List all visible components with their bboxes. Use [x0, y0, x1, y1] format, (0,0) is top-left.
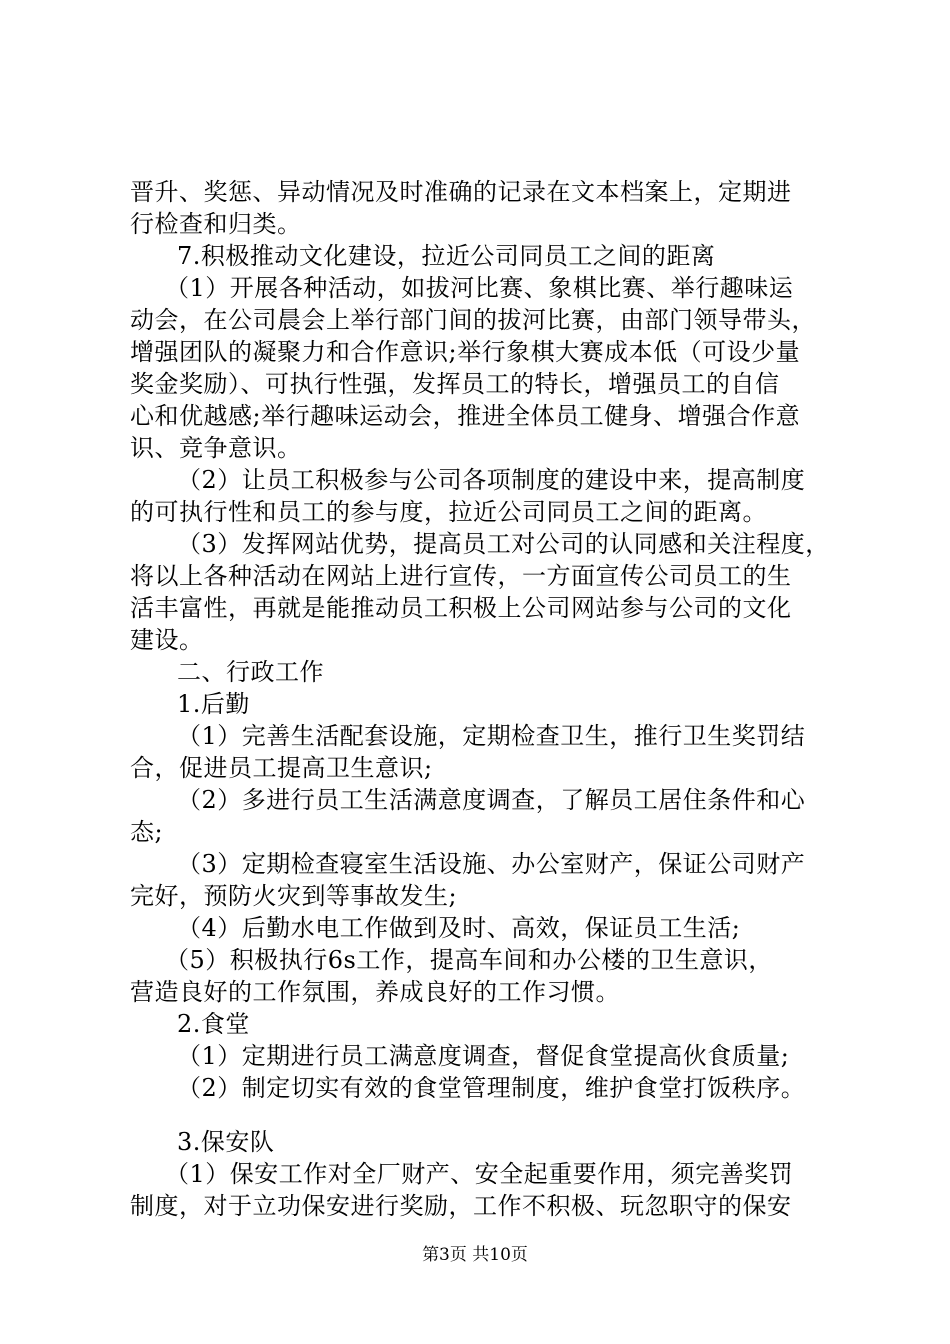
paragraph-line: 制度，对于立功保安进行奖励，工作不积极、玩忽职守的保安 — [130, 1192, 792, 1220]
paragraph-line: （2）制定切实有效的食堂管理制度，维护食堂打饭秩序。 — [177, 1074, 806, 1102]
paragraph-line: 态; — [130, 818, 164, 846]
paragraph-line: （2）多进行员工生活满意度调查，了解员工居住条件和心 — [177, 786, 806, 814]
paragraph-line: 的可执行性和员工的参与度，拉近公司同员工之间的距离。 — [130, 498, 767, 526]
paragraph-line: 奖金奖励）、可执行性强，发挥员工的特长，增强员工的自信 — [130, 370, 780, 398]
paragraph-line: 行检查和归类。 — [130, 210, 302, 238]
subsection-heading: 1.后勤 — [177, 690, 250, 718]
subsection-heading: 2.食堂 — [177, 1010, 250, 1038]
paragraph-line: （4）后勤水电工作做到及时、高效，保证员工生活; — [177, 914, 741, 942]
subsection-heading: 3.保安队 — [177, 1128, 275, 1156]
paragraph-line: （3）定期检查寝室生活设施、办公室财产，保证公司财产 — [177, 850, 806, 878]
paragraph-line: 增强团队的凝聚力和合作意识;举行象棋大赛成本低（可设少量 — [130, 338, 801, 366]
paragraph-line: 活丰富性，再就是能推动员工积极上公司网站参与公司的文化 — [130, 594, 792, 622]
paragraph-line: （1）保安工作对全厂财产、安全起重要作用，须完善奖罚 — [165, 1160, 794, 1188]
page-number-footer: 第3页 共10页 — [422, 1245, 528, 1265]
paragraph-line: （5）积极执行6s工作，提高车间和办公楼的卫生意识， — [165, 946, 773, 974]
paragraph-line: 心和优越感;举行趣味运动会，推进全体员工健身、增强合作意 — [130, 402, 801, 430]
section-heading: 7.积极推动文化建设，拉近公司同员工之间的距离 — [177, 242, 716, 270]
paragraph-line: 晋升、奖惩、异动情况及时准确的记录在文本档案上，定期进 — [130, 178, 792, 206]
paragraph-line: 合，促进员工提高卫生意识; — [130, 754, 433, 782]
paragraph-line: （1）开展各种活动，如拔河比赛、象棋比赛、举行趣味运 — [165, 274, 794, 302]
paragraph-line: （2）让员工积极参与公司各项制度的建设中来，提高制度 — [177, 466, 806, 494]
paragraph-line: 将以上各种活动在网站上进行宣传，一方面宣传公司员工的生 — [130, 562, 792, 590]
paragraph-line: 营造良好的工作氛围，养成良好的工作习惯。 — [130, 978, 620, 1006]
paragraph-line: （3）发挥网站优势，提高员工对公司的认同感和关注程度， — [177, 530, 830, 558]
paragraph-line: 建设。 — [130, 626, 204, 654]
paragraph-line: 完好，预防火灾到等事故发生; — [130, 882, 458, 910]
paragraph-line: （1）定期进行员工满意度调查，督促食堂提高伙食质量; — [177, 1042, 790, 1070]
paragraph-line: 识、竞争意识。 — [130, 434, 302, 462]
paragraph-line: （1）完善生活配套设施，定期检查卫生，推行卫生奖罚结 — [177, 722, 806, 750]
section-heading: 二、行政工作 — [177, 658, 324, 686]
paragraph-line: 动会，在公司晨会上举行部门间的拔河比赛，由部门领导带头， — [130, 306, 816, 334]
